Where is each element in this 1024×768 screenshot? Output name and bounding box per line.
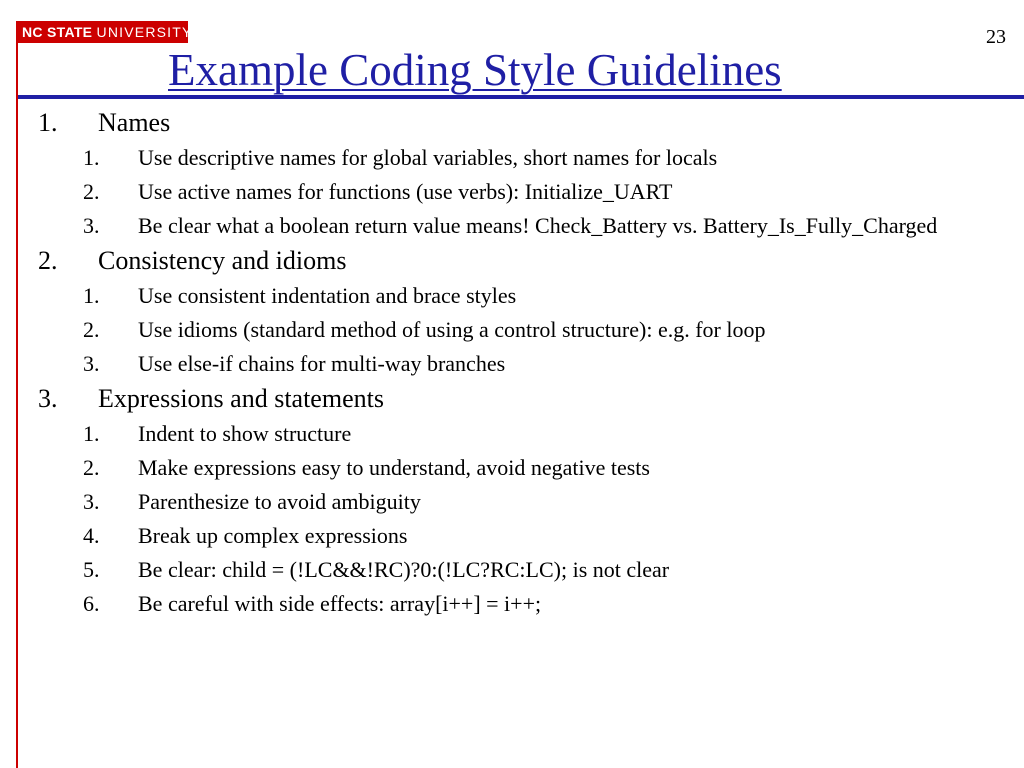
- section-label: Consistency and idioms: [98, 246, 347, 275]
- item-number: 3.: [83, 351, 100, 376]
- section-number: 2.: [38, 246, 58, 275]
- list-item: [38, 485, 1008, 519]
- logo-bold-text: NC STATE: [22, 24, 93, 40]
- sub-list: [38, 279, 1008, 381]
- list-item: [38, 347, 1008, 381]
- title-divider: [18, 95, 1024, 99]
- section-expressions-and-statements: [38, 381, 1008, 621]
- item-text: Be clear what a boolean return value means! Check_Battery vs. Battery_Is_Fully_Charged: [138, 213, 938, 238]
- item-number: 1.: [83, 421, 100, 446]
- nc-state-logo: [16, 21, 193, 43]
- item-text: Be careful with side effects: array[i++] = i++;: [138, 591, 542, 616]
- item-number: 3.: [83, 213, 100, 238]
- list-item: [38, 587, 1008, 621]
- list-item: [38, 175, 1008, 209]
- guidelines-list: [38, 105, 1008, 621]
- list-item: [38, 279, 1008, 313]
- section-heading: [38, 381, 1008, 417]
- item-text: Be clear: child = (!LC&&!RC)?0:(!LC?RC:LC); is not clear: [138, 557, 670, 582]
- item-text: Break up complex expressions: [138, 523, 408, 548]
- section-label: Expressions and statements: [98, 384, 384, 413]
- item-number: 5.: [83, 557, 100, 582]
- item-number: 6.: [83, 591, 100, 616]
- item-text: Use active names for functions (use verbs): Initialize_UART: [138, 179, 673, 204]
- section-consistency-and-idioms: [38, 243, 1008, 381]
- section-names: [38, 105, 1008, 243]
- item-text: Use consistent indentation and brace styles: [138, 283, 517, 308]
- item-text: Indent to show structure: [138, 421, 352, 446]
- section-heading: [38, 105, 1008, 141]
- logo-light-text: UNIVERSITY: [96, 24, 193, 40]
- list-item: [38, 451, 1008, 485]
- sub-list: [38, 417, 1008, 621]
- section-heading: [38, 243, 1008, 279]
- item-text: Use descriptive names for global variables, short names for locals: [138, 145, 718, 170]
- section-number: 3.: [38, 384, 58, 413]
- list-item: [38, 209, 1008, 243]
- section-label: Names: [98, 108, 171, 137]
- item-text: Use else-if chains for multi-way branches: [138, 351, 506, 376]
- item-number: 2.: [83, 317, 100, 342]
- list-item: [38, 313, 1008, 347]
- list-item: [38, 141, 1008, 175]
- sub-list: [38, 141, 1008, 243]
- list-item: [38, 417, 1008, 451]
- item-number: 4.: [83, 523, 100, 548]
- item-text: Make expressions easy to understand, avoid negative tests: [138, 455, 650, 480]
- page-number: 23: [986, 26, 1006, 48]
- item-number: 3.: [83, 489, 100, 514]
- left-red-rule: [16, 43, 18, 768]
- list-item: [38, 519, 1008, 553]
- item-number: 2.: [83, 179, 100, 204]
- item-number: 2.: [83, 455, 100, 480]
- item-text: Parenthesize to avoid ambiguity: [138, 489, 421, 514]
- item-text: Use idioms (standard method of using a control structure): e.g. for loop: [138, 317, 766, 342]
- item-number: 1.: [83, 145, 100, 170]
- list-item: [38, 553, 1008, 587]
- slide-title: Example Coding Style Guidelines: [168, 45, 782, 95]
- item-number: 1.: [83, 283, 100, 308]
- section-number: 1.: [38, 108, 58, 137]
